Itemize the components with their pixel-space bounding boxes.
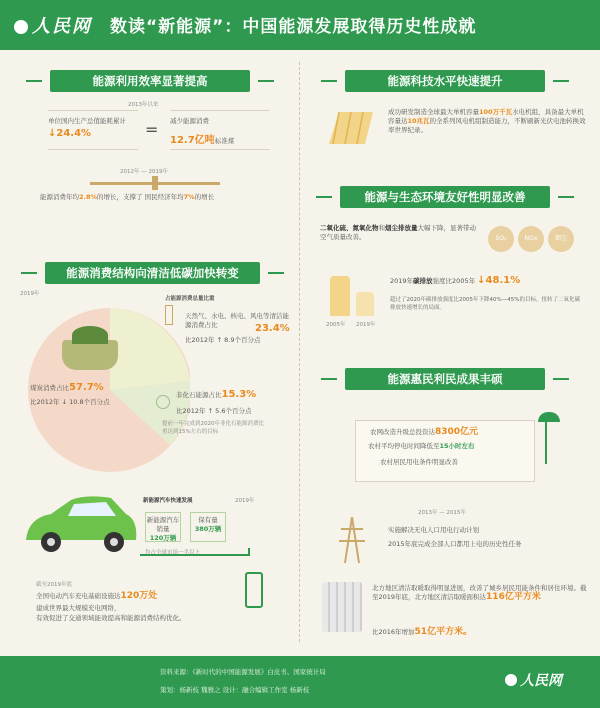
structure-year: 2019年 <box>20 291 40 297</box>
lamp-shade-icon <box>538 412 560 422</box>
efficiency-right-box <box>170 110 270 150</box>
logo-text: 人民网 <box>32 16 92 37</box>
page-title: 数读“新能源”：中国能源发展取得历史性成就 <box>110 17 477 37</box>
logo-icon <box>14 20 28 34</box>
nev-note: 均占全球市场一半以上 <box>145 550 201 556</box>
carbon-line: 2019年碳排放强度比2005年 ↓48.1% <box>390 275 521 286</box>
heat-text: 北方地区清洁取暖取得明显进展，改善了城乡居民用能条件和居住环境。截至2019年底，北方地区清洁取暖面积达116亿平方米 <box>372 584 587 602</box>
charging-cable <box>140 548 250 556</box>
footer-logo <box>505 670 562 690</box>
section-title-eco: 能源与生态环境友好性明显改善 <box>340 186 550 208</box>
efficiency-period2: 2012年 — 2019年 <box>120 169 168 175</box>
people-logo <box>14 12 100 38</box>
balance-pivot <box>152 176 158 190</box>
nev-heading: 新能源汽车快速发展 <box>143 498 193 504</box>
coal-change: 比2012年 ↓ 10.8个百分点 <box>30 398 110 406</box>
welfare-period: 2013年 — 2015年 <box>418 510 466 516</box>
dust-cloud-icon: 烟尘 <box>548 226 574 252</box>
solar-panel-icon <box>325 108 377 148</box>
grid-line-a: 实施解决无电人口用电行动计划 <box>388 526 479 534</box>
nonfossil-text: 非化石能源占比15.3% <box>176 389 257 400</box>
nev-sales-box <box>145 512 181 542</box>
efficiency-right-value: 12.7亿吨 <box>170 135 215 146</box>
gas-icon <box>165 305 173 325</box>
clean-value: 23.4% <box>255 323 290 334</box>
efficiency-growth-line: 能源消费年均2.8%的增长，支撑了 国民经济年均7%的增长 <box>40 193 215 201</box>
nonfossil-change: 比2012年 ↑ 5.6个百分点 <box>176 407 252 415</box>
column-divider <box>299 62 300 642</box>
section-title-welfare: 能源惠民利民成果丰硕 <box>345 368 545 390</box>
section-title-efficiency: 能源利用效率显著提高 <box>50 70 250 92</box>
efficiency-left-text: 单位国内生产总值能耗累计 <box>48 117 126 125</box>
nev-charge-c: 有效促进了交通领域能效提高和能源消费结构优化。 <box>36 614 186 622</box>
nonfossil-note1: 提前一年完成到2020年非化石能源消费比 <box>162 421 264 427</box>
power-line-b: 农村平均停电时间降低至15小时左右 <box>368 442 475 450</box>
tech-text: 成功研发制造全球最大单机容量100万千瓦水电机组，具备最大单机容量达10兆瓦的全系列风电机组制造能力，不断刷新光伏电池转换效率世界纪录。 <box>388 108 586 134</box>
footer-logo-text: 人民网 <box>520 673 562 689</box>
factory-2005-icon <box>330 276 350 316</box>
eco-year-to: 2019年 <box>356 322 376 328</box>
power-line-a: 农网改造升级总投资达8300亿元 <box>370 427 479 437</box>
grid-line-b: 2015年底完成全部人口都用上电的历史性任务 <box>388 540 522 548</box>
nev-sales-label: 新能源汽车销量 <box>146 516 180 533</box>
footer-credits: 策划：杨新枝 魏雅之 设计：融合编辑工作室 杨新枝 <box>160 686 310 694</box>
nox-cloud-icon: NOx <box>518 226 544 252</box>
factory-2019-icon <box>356 292 374 316</box>
coal-cart-icon <box>62 340 118 370</box>
efficiency-left-box <box>48 110 138 150</box>
section-title-structure: 能源消费结构向清洁低碳加快转变 <box>45 262 260 284</box>
coal-text: 煤炭消费占比57.7% <box>30 382 104 393</box>
eco-year-from: 2005年 <box>326 322 346 328</box>
coal-pile-icon <box>72 326 108 344</box>
section-title-tech: 能源科技水平快速提升 <box>345 70 545 92</box>
radiator-icon <box>322 582 362 632</box>
footer-logo-icon <box>505 674 517 686</box>
heat-text-b: 比2016年增加51亿平方米。 <box>372 627 473 637</box>
lamp-icon <box>545 416 555 464</box>
clean-text: 天然气、水电、核电、风电等清洁能源消费占比 <box>185 312 289 329</box>
nev-end-label: 截至2019年底 <box>36 582 72 588</box>
clean-change: 比2012年 ↑ 8.9个百分点 <box>185 336 261 344</box>
efficiency-right-text: 减少能源消费 <box>170 117 209 125</box>
efficiency-right-unit: 标准煤 <box>214 137 235 145</box>
nev-stock-label: 保有量 <box>198 516 218 524</box>
clean-slice <box>110 308 190 390</box>
efficiency-left-value: ↓24.4% <box>48 128 92 139</box>
nev-stock-box <box>190 512 226 542</box>
nev-sales-value: 120万辆 <box>149 534 177 542</box>
nev-stock-value: 380万辆 <box>194 525 222 533</box>
footer-source: 资料来源：《新时代的中国能源发展》白皮书、国家统计局 <box>160 668 326 676</box>
carbon-note: 超过了2020年碳排放强度比2005年下降40%—45%的目标，扭转了二氧化碳排放快速增长的局面。 <box>390 297 580 311</box>
power-line-c: 农村居民用电条件明显改善 <box>380 458 458 466</box>
nonfossil-note2: 重达到15%左右的目标 <box>162 429 219 435</box>
power-tower-icon <box>325 515 380 565</box>
charger-icon <box>245 572 263 608</box>
nev-charge-b: 建成世界最大规模充电网络， <box>36 604 121 612</box>
nonfossil-icon <box>156 395 170 409</box>
nev-charge-line: 全国电动汽车充电基础设施达120万处 <box>36 591 158 601</box>
so2-cloud-icon: SO₂ <box>488 226 514 252</box>
electric-car-icon <box>16 490 141 560</box>
efficiency-period: 2013年以来 <box>128 102 159 108</box>
eco-text: 二氧化硫、氮氧化物和烟尘排放量大幅下降，显著带动空气质量改善。 <box>320 224 476 241</box>
equals-sign: = <box>145 120 159 139</box>
clean-heading: 占能源消费总量比重 <box>165 296 215 302</box>
nev-year: 2019年 <box>235 498 255 504</box>
